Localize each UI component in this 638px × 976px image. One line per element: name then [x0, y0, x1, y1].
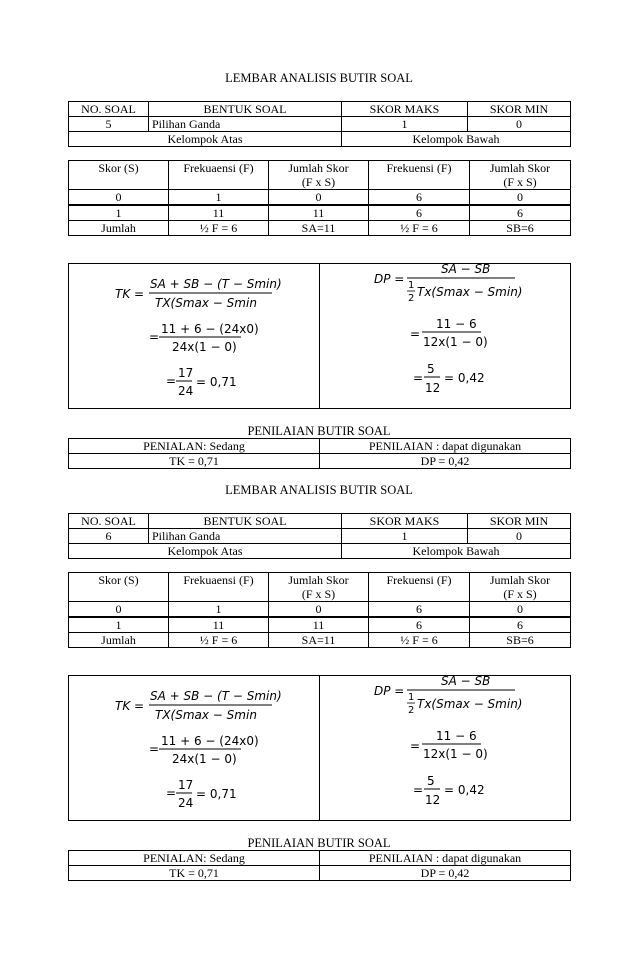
soal-header-table [68, 513, 570, 559]
table-cell: ½ F = 6 [169, 221, 269, 236]
dp-equals-2: = [410, 739, 421, 753]
table-cell: 0 [470, 190, 571, 205]
table-cell: 0 [269, 602, 369, 617]
kelompok-bawah-label: Kelompok Bawah [342, 544, 571, 559]
penilaian-tk-heading: PENIALAN: Sedang [69, 851, 320, 866]
dp-denominator: Tx(Smax − Smin) [417, 697, 523, 711]
table-cell: Jumlah [69, 221, 169, 236]
formula-svg [69, 676, 570, 820]
dp-numerator-2: 11 − 6 [436, 317, 477, 331]
penilaian-tk-heading: PENIALAN: Sedang [69, 439, 320, 454]
table-cell: 6 [369, 618, 470, 633]
penilaian-title: PENILAIAN BUTIR SOAL [247, 836, 391, 850]
dp-half-numerator: 1 [408, 280, 415, 291]
table-cell: 11 [169, 206, 269, 221]
tk-denominator-3: 24 [178, 796, 194, 810]
freq-header-cell: Jumlah Skor (F x S) [269, 161, 369, 190]
penilaian-dp-heading: PENILAIAN : dapat digunakan [320, 439, 571, 454]
kelompok-atas-label: Kelompok Atas [69, 544, 342, 559]
tk-equals-2: = [149, 742, 160, 756]
table-row [69, 618, 571, 633]
dp-numerator-2: 11 − 6 [436, 729, 477, 743]
table-cell: 0 [269, 190, 369, 205]
table-cell: ½ F = 6 [169, 633, 269, 648]
tk-numerator-2: 11 + 6 − (24x0) [161, 734, 259, 748]
total-row [69, 221, 571, 236]
table-cell: SB=6 [470, 633, 571, 648]
table-cell: 0 [69, 602, 169, 617]
tk-numerator-2: 11 + 6 − (24x0) [161, 322, 259, 336]
table-cell: 1 [69, 618, 169, 633]
dp-label: DP = [374, 684, 405, 698]
table-cell: 0 [69, 190, 169, 205]
tk-equals-3: = [166, 374, 177, 388]
dp-denominator-3: 12 [425, 793, 441, 807]
dp-label: DP = [374, 272, 405, 286]
table-row [69, 190, 571, 205]
col-no-soal: NO. SOAL [69, 514, 149, 529]
freq-header-cell: Frekuensi (F) [369, 573, 470, 602]
table-row [69, 206, 571, 221]
tk-denominator-2: 24x(1 − 0) [172, 340, 237, 354]
tk-numerator: SA + SB − (T − Smin) [150, 277, 282, 291]
frequency-table [68, 160, 570, 236]
table-cell: 6 [369, 206, 470, 221]
dp-result: = 0,42 [444, 371, 485, 385]
penilaian-tk-value: TK = 0,71 [69, 866, 320, 881]
tk-label: TK = [115, 287, 145, 301]
table-cell: 11 [169, 618, 269, 633]
table-cell: 1 [69, 206, 169, 221]
frequency-table [68, 572, 570, 648]
skor-maks-value: 1 [342, 529, 468, 544]
penilaian-title: PENILAIAN BUTIR SOAL [247, 424, 391, 438]
table-cell: Jumlah [69, 633, 169, 648]
no-soal-value: 5 [69, 117, 149, 132]
table-cell: 1 [169, 602, 269, 617]
soal-header-table [68, 101, 570, 147]
dp-half-denominator: 2 [408, 293, 415, 304]
table-cell: 6 [369, 190, 470, 205]
tk-equals-2: = [149, 330, 160, 344]
dp-half-denominator: 2 [408, 705, 415, 716]
dp-half-numerator: 1 [408, 692, 415, 703]
table-cell: 11 [269, 206, 369, 221]
no-soal-value: 6 [69, 529, 149, 544]
penilaian-table [68, 438, 570, 469]
col-bentuk-soal: BENTUK SOAL [149, 102, 342, 117]
tk-denominator: TX(Smax − Smin [155, 296, 257, 310]
dp-denominator-2: 12x(1 − 0) [423, 747, 488, 761]
freq-header-cell: Jumlah Skor (F x S) [470, 161, 571, 190]
table-cell: ½ F = 6 [369, 633, 470, 648]
table-cell: 6 [369, 602, 470, 617]
penilaian-dp-heading: PENILAIAN : dapat digunakan [320, 851, 571, 866]
section-title: LEMBAR ANALISIS BUTIR SOAL [225, 71, 413, 85]
tk-denominator-3: 24 [178, 384, 194, 398]
tk-numerator-3: 17 [178, 366, 194, 380]
dp-equals-2: = [410, 327, 421, 341]
penilaian-table [68, 850, 570, 881]
tk-denominator: TX(Smax − Smin [155, 708, 257, 722]
tk-numerator-3: 17 [178, 778, 194, 792]
table-cell: SB=6 [470, 221, 571, 236]
section-title: LEMBAR ANALISIS BUTIR SOAL [225, 483, 413, 497]
formula-box [68, 263, 571, 409]
kelompok-atas-label: Kelompok Atas [69, 132, 342, 147]
tk-denominator-2: 24x(1 − 0) [172, 752, 237, 766]
bentuk-soal-value: Pilihan Ganda [149, 117, 342, 132]
freq-header-cell: Skor (S) [69, 573, 169, 602]
bentuk-soal-value: Pilihan Ganda [149, 529, 342, 544]
table-row [69, 602, 571, 617]
total-row [69, 633, 571, 648]
skor-min-value: 0 [468, 117, 571, 132]
col-skor-maks: SKOR MAKS [342, 102, 468, 117]
freq-header-cell: Jumlah Skor (F x S) [470, 573, 571, 602]
col-skor-min: SKOR MIN [468, 102, 571, 117]
freq-header-cell: Frekuaensi (F) [169, 161, 269, 190]
dp-numerator: SA − SB [441, 676, 491, 688]
dp-result: = 0,42 [444, 783, 485, 797]
tk-equals-3: = [166, 786, 177, 800]
skor-maks-value: 1 [342, 117, 468, 132]
penilaian-dp-value: DP = 0,42 [320, 454, 571, 469]
formula-box [68, 675, 571, 821]
freq-header-cell: Frekuensi (F) [369, 161, 470, 190]
dp-equals-3: = [413, 783, 424, 797]
tk-label: TK = [115, 699, 145, 713]
table-cell: 0 [470, 602, 571, 617]
col-skor-min: SKOR MIN [468, 514, 571, 529]
col-no-soal: NO. SOAL [69, 102, 149, 117]
dp-equals-3: = [413, 371, 424, 385]
col-skor-maks: SKOR MAKS [342, 514, 468, 529]
table-cell: ½ F = 6 [369, 221, 470, 236]
freq-header-cell: Frekuaensi (F) [169, 573, 269, 602]
tk-result: = 0,71 [196, 787, 237, 801]
table-cell: 11 [269, 618, 369, 633]
penilaian-tk-value: TK = 0,71 [69, 454, 320, 469]
dp-denominator-3: 12 [425, 381, 441, 395]
table-cell: 6 [470, 618, 571, 633]
formula-svg [69, 264, 570, 408]
col-bentuk-soal: BENTUK SOAL [149, 514, 342, 529]
table-cell: SA=11 [269, 221, 369, 236]
skor-min-value: 0 [468, 529, 571, 544]
tk-result: = 0,71 [196, 375, 237, 389]
dp-numerator-3: 5 [427, 774, 435, 788]
freq-header-cell: Skor (S) [69, 161, 169, 190]
dp-numerator: SA − SB [441, 264, 491, 276]
dp-denominator: Tx(Smax − Smin) [417, 285, 523, 299]
table-cell: SA=11 [269, 633, 369, 648]
penilaian-dp-value: DP = 0,42 [320, 866, 571, 881]
freq-header-cell: Jumlah Skor (F x S) [269, 573, 369, 602]
tk-numerator: SA + SB − (T − Smin) [150, 689, 282, 703]
table-cell: 1 [169, 190, 269, 205]
dp-numerator-3: 5 [427, 362, 435, 376]
dp-denominator-2: 12x(1 − 0) [423, 335, 488, 349]
table-cell: 6 [470, 206, 571, 221]
kelompok-bawah-label: Kelompok Bawah [342, 132, 571, 147]
